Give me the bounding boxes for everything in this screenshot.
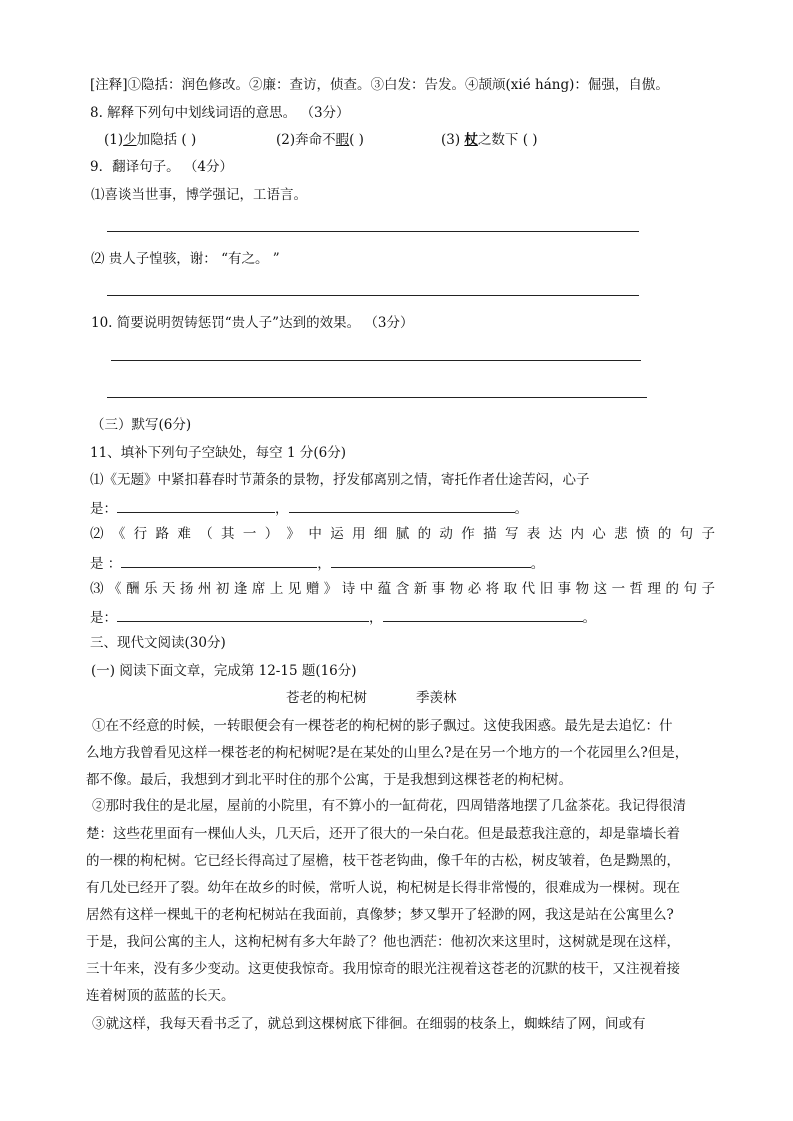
paragraph-line: 连着树顶的蓝蓝的长天。 [86, 988, 235, 1004]
q11-item-1-answer: 是： ， 。 [90, 498, 528, 518]
article-author: 季羡林 [416, 690, 457, 706]
q11-stem: 11、填补下列句子空缺处，每空 1 分(6分) [90, 445, 346, 461]
paragraph-line: ③就这样，我每天看书乏了，就总到这棵树底下徘徊。在细弱的枝条上，蜘蛛结了网，间或有 [92, 1016, 646, 1032]
q8-stem: 8. 解释下列句中划线词语的意思。 （3分） [90, 105, 350, 121]
q9-stem: 9．翻译句子。 （4分） [90, 159, 233, 175]
answer-line [107, 295, 639, 296]
q9-sentence-1: ⑴喜谈当世事，博学强记，工语言。 [91, 187, 307, 203]
fill-blank[interactable] [117, 607, 369, 622]
paragraph-line: 的一棵的枸杞树。它已经长得高过了屋檐，枝干苍老钩曲，像千年的古松，树皮皱着，色是黝黑的， [86, 853, 680, 869]
q11-item-3-answer: 是： ， 。 [90, 607, 596, 627]
fill-blank[interactable] [117, 498, 275, 513]
q10-stem: 10. 简要说明贺铸惩罚“贵人子”达到的效果。 （3分） [91, 315, 414, 331]
fill-blank[interactable] [383, 607, 583, 622]
paragraph-line: ②那时我住的是北屋，屋前的小院里，有不算小的一缸荷花，四周错落地摆了几盆茶花。我记得很清 [92, 798, 686, 814]
article-title: 苍老的枸杞树 [286, 690, 367, 706]
q11-item-2: ⑵ 《 行 路 难 （ 其 一 ） 》 中 运 用 细 腻 的 动 作 描 写 表 达 内 心 悲 愤 的 句 子 [90, 526, 715, 542]
q8-item-3: (3) 杖之数下 ( ) [441, 132, 538, 148]
paragraph-line: 楚：这些花里面有一棵仙人头，几天后，还开了很大的一朵白花。但是最惹我注意的，却是靠墙长着 [86, 826, 680, 842]
q8-item-2: (2)奔命不暇( ) [276, 132, 364, 148]
paragraph-line: 三十年来，没有多少变动。这更使我惊奇。我用惊奇的眼光注视着这苍老的沉默的枝干，又注视着接 [86, 961, 680, 977]
paragraph-line: ①在不经意的时候，一转眼便会有一棵苍老的枸杞树的影子飘过。这使我困惑。最先是去追忆：什 [92, 718, 673, 734]
q8-item-1-word: 少 [123, 132, 137, 148]
paragraph-line: 有几处已经开了裂。幼年在故乡的时候，常听人说，枸杞树是长得非常慢的，很难成为一棵树。现在 [86, 880, 680, 896]
q8-item-2-word: 暇 [335, 132, 350, 148]
fill-blank[interactable] [331, 553, 531, 568]
section-dictation-title: （三）默写(6分) [91, 417, 192, 433]
q8-item-1: (1)少加隐括 ( ) [104, 132, 197, 148]
answer-line [107, 397, 647, 398]
paragraph-line: 么地方我曾看见这样一棵苍老的枸杞树呢?是在某处的山里么?是在另一个地方的一个花园里么?但是， [86, 745, 689, 761]
q11-item-2-answer: 是 ： ， 。 [90, 553, 544, 573]
q8-item-3-word: 杖 [464, 132, 478, 148]
q11-item-1: ⑴《无题》中紧扣暮春时节萧条的景物，抒发郁离别之情，寄托作者仕途苦闷，心子 [90, 472, 590, 488]
section-modern-title: 三、现代文阅读(30分) [90, 635, 226, 651]
answer-line [111, 360, 641, 361]
paragraph-line: 居然有这样一棵虬干的老枸杞树站在我面前，真像梦；梦又掣开了轻渺的网，我这是站在公寓里么? [86, 907, 674, 923]
answer-line [107, 231, 639, 232]
section-modern-sub: (一) 阅读下面文章，完成第 12-15 题(16分) [91, 663, 357, 679]
fill-blank[interactable] [121, 553, 317, 568]
paragraph-line: 都不像。最后，我想到才到北平时住的那个公寓，于是我想到这棵苍老的枸杞树。 [86, 772, 572, 788]
q11-item-3: ⑶《酬乐天扬州初逢席上见赠》诗中蕴含新事物必将取代旧事物这一哲理的句子 [90, 581, 715, 597]
q9-sentence-2: ⑵ 贵人子惶骇，谢： “有之。 ” [91, 251, 280, 267]
notes-line: [注释]①隐括：润色修改。②廉：查访，侦查。③白发：告发。④颉颃(xié háng)：倔强，自傲。 [90, 77, 669, 93]
paragraph-line: 于是，我问公寓的主人，这枸杞树有多大年龄了？他也洒茫：他初次来这里时，这树就是现在这样， [86, 934, 680, 950]
fill-blank[interactable] [289, 498, 515, 513]
